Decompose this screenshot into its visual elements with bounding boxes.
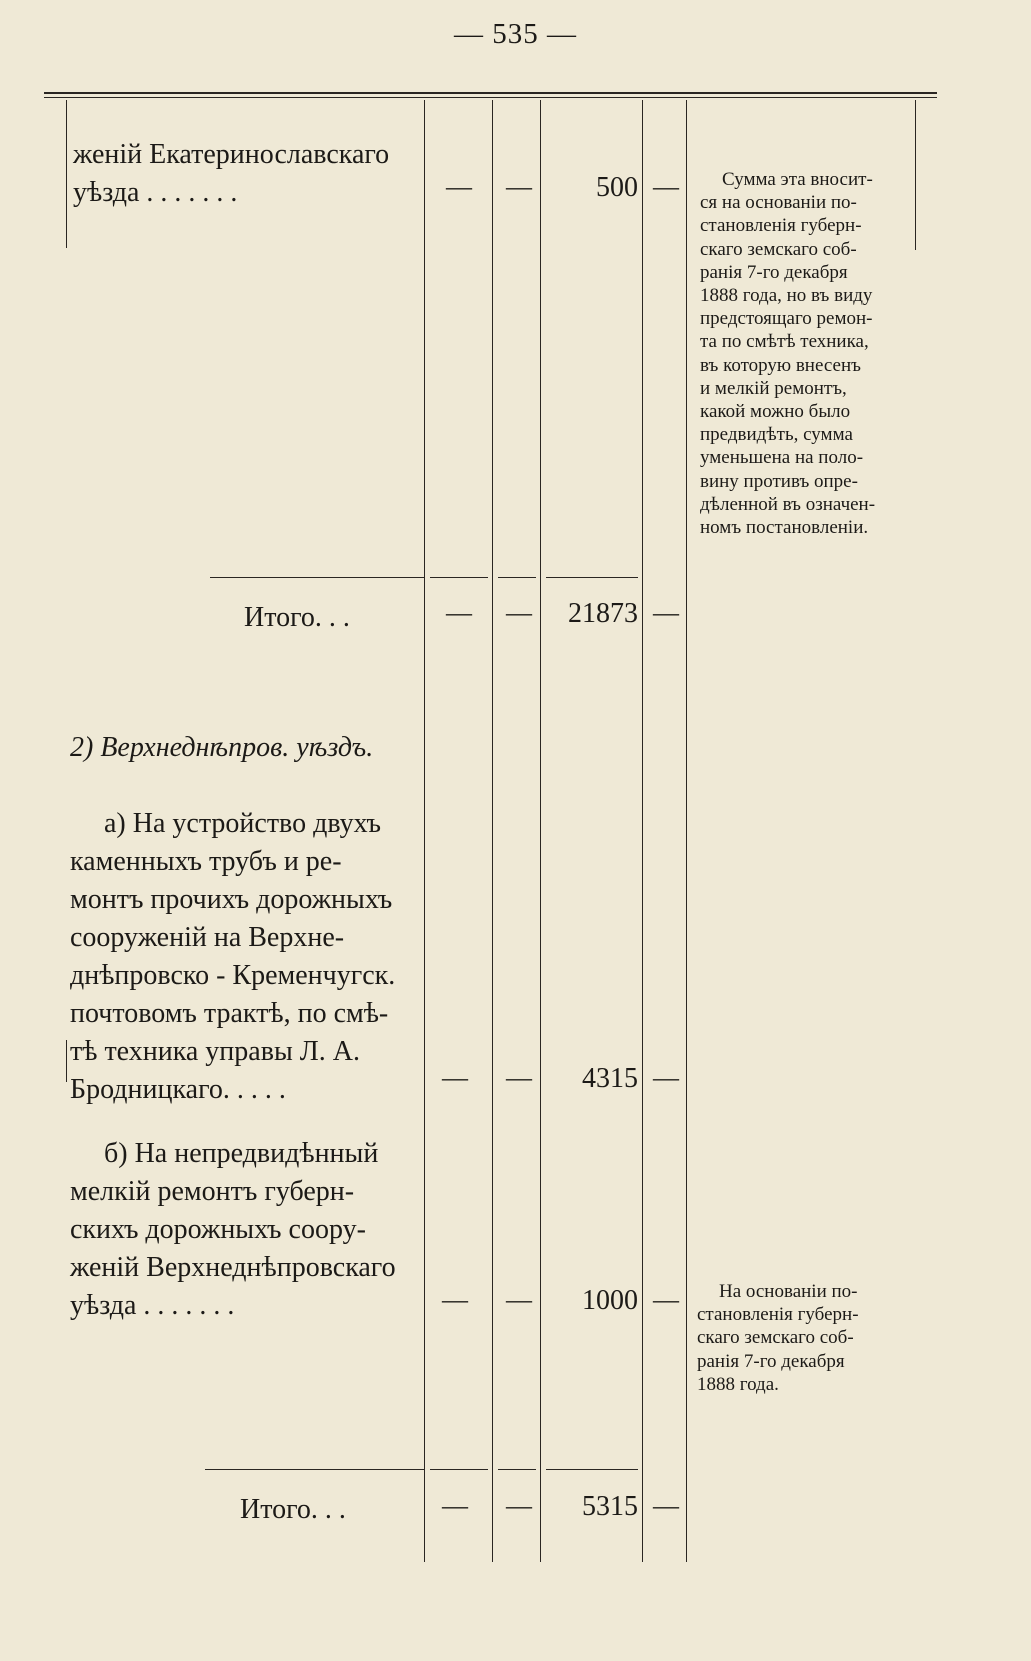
column-line-right (915, 100, 916, 250)
total1-amount: 21873 (568, 598, 638, 629)
row-a-dash-col2: — (506, 1063, 532, 1092)
total2-dash-col1: — (442, 1491, 468, 1520)
desc-line: уѣзда . . . . . . . (70, 1290, 235, 1321)
note-line: предстоящаго ремон- (700, 308, 873, 330)
desc-line: женій Верхнеднѣпровскаго (70, 1252, 396, 1283)
section-heading: 2) Верхнеднѣпров. уѣздъ. (70, 732, 374, 763)
column-line-1 (492, 100, 493, 1562)
note-line: 1888 года. (697, 1373, 779, 1395)
note-line: 1888 года, но въ виду (700, 285, 873, 307)
total2-dash-col3: — (653, 1491, 679, 1520)
row-b-dash-col3: — (653, 1285, 679, 1314)
total-rule-1 (210, 577, 424, 578)
note-line: Сумма эта вносит- (722, 169, 873, 190)
column-line-2 (540, 100, 541, 1562)
note-line: скаго земскаго соб- (700, 238, 857, 260)
row-b-description (70, 1135, 396, 1325)
column-line-3 (642, 100, 643, 1562)
desc-line: сооруженій на Верхне- (70, 922, 345, 953)
total-rule-1-col2 (498, 577, 536, 578)
row-b-note (697, 1280, 859, 1396)
desc-line: мелкій ремонтъ губерн- (70, 1176, 355, 1207)
note-line: въ которую внесенъ (700, 354, 861, 376)
row1-dash-col3: — (653, 172, 679, 201)
total2-dash-col2: — (506, 1491, 532, 1520)
note-line: ранія 7-го декабря (697, 1350, 845, 1372)
note-line: и мелкій ремонтъ, (700, 377, 847, 399)
note-line: вину противъ опре- (700, 470, 858, 492)
row1-amount: 500 (596, 172, 638, 203)
header-rule-top (44, 92, 937, 94)
column-line-desc (424, 100, 425, 1562)
column-line-left-lower (66, 1040, 67, 1082)
note-line: та по смѣтѣ техника, (700, 331, 869, 353)
total-rule-1-col1 (430, 577, 488, 578)
note-line: становленія губерн- (697, 1304, 859, 1326)
note-line: ся на основаніи по- (700, 192, 857, 214)
desc-line: почтовомъ трактѣ, по смѣ- (70, 998, 389, 1029)
total1-dash-col1: — (446, 598, 472, 627)
note-line: становленія губерн- (700, 215, 862, 237)
row-a-dash-col3: — (653, 1063, 679, 1092)
total-rule-2-col3 (546, 1469, 638, 1470)
row-b-dash-col1: — (442, 1285, 468, 1314)
total2-amount: 5315 (582, 1491, 638, 1522)
row-b-dash-col2: — (506, 1285, 532, 1314)
row-a-description (70, 805, 395, 1109)
note-line: предвидѣть, сумма (700, 424, 853, 446)
page-number: — 535 — (454, 18, 577, 50)
desc-line: а) На устройство двухъ (104, 808, 382, 839)
column-line-left (66, 100, 67, 248)
desc-line: монтъ прочихъ дорожныхъ (70, 884, 393, 915)
note-line: номъ постановленіи. (700, 517, 869, 539)
total-rule-2-col1 (430, 1469, 488, 1470)
total1-label: Итого. . . (244, 602, 350, 633)
row1-dash-col1: — (446, 172, 472, 201)
row-b-amount: 1000 (582, 1285, 638, 1316)
desc-line: каменныхъ трубъ и ре- (70, 846, 342, 877)
desc-line: скихъ дорожныхъ соору- (70, 1214, 366, 1245)
total2-label: Итого. . . (240, 1494, 346, 1525)
desc-line: тѣ техника управы Л. А. (70, 1036, 360, 1067)
row1-note (700, 168, 875, 539)
note-line: ранія 7-го декабря (700, 261, 848, 283)
row-a-amount: 4315 (582, 1063, 638, 1094)
desc-line: днѣпровско - Кременчугск. (70, 960, 396, 991)
total-rule-1-col3 (546, 577, 638, 578)
column-line-4 (686, 100, 687, 1562)
header-rule-bottom (44, 97, 937, 98)
row1-description-line2: уѣзда . . . . . . . (73, 177, 238, 208)
total-rule-2-col2 (498, 1469, 536, 1470)
note-line: скаго земскаго соб- (697, 1327, 854, 1349)
total1-dash-col3: — (653, 598, 679, 627)
total1-dash-col2: — (506, 598, 532, 627)
desc-line: Бродницкаго. . . . . (70, 1074, 286, 1105)
total-rule-2 (205, 1469, 424, 1470)
row1-description-line1: женій Екатеринославскаго (73, 139, 390, 170)
note-line: дѣленной въ означен- (700, 493, 876, 515)
note-line: На основаніи по- (719, 1281, 858, 1302)
note-line: уменьшена на поло- (700, 447, 864, 469)
row-a-dash-col1: — (442, 1063, 468, 1092)
desc-line: б) На непредвидѣнный (104, 1138, 379, 1169)
row1-dash-col2: — (506, 172, 532, 201)
note-line: какой можно было (700, 401, 851, 423)
